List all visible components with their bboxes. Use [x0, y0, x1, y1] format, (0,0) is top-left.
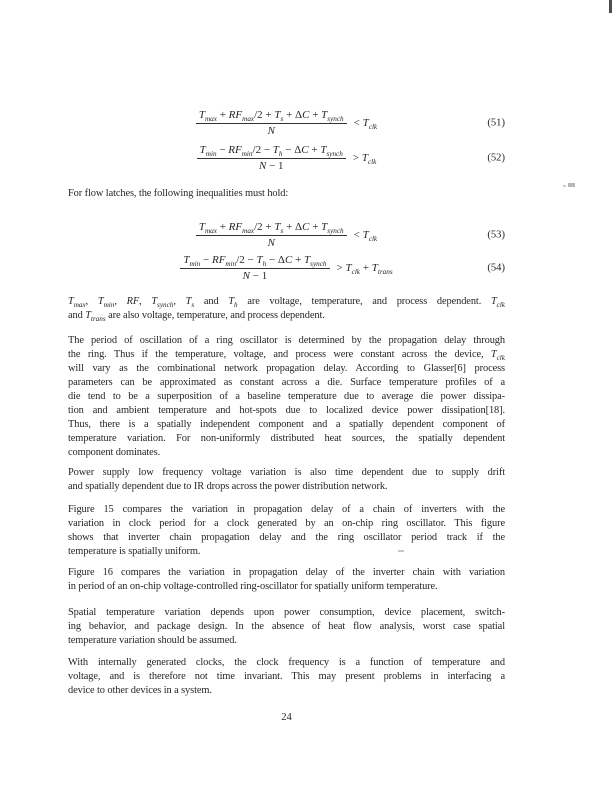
- text-line: component dominates.: [68, 447, 161, 458]
- fraction: [180, 254, 329, 283]
- paragraph-ring-oscillator: [68, 334, 505, 460]
- text-line: Power supply low frequency voltage variation is also time dependent due to supply drift: [68, 467, 505, 478]
- scan-artifact-smudge: [568, 183, 575, 187]
- equation-relation: < $T_{clk}$: [353, 117, 378, 132]
- text-line: tion and ambient temperature and hot-spots due to localized device power dissipation[18].: [68, 405, 505, 416]
- fraction-numerator: $T_{min} - RF_{min}/2 - T_h - \Delta C + T_{synch}$: [199, 143, 343, 158]
- text-line: shows that inverter chain propagation delay and the ring oscillator period track if the: [68, 532, 505, 543]
- fraction-numerator: $T_{min} - RF_{min}/2 - T_h - \Delta C + T_{synch}$: [183, 253, 327, 268]
- text-line: variation in clock period for a clock generated by an on-chip ring oscillator. This figure: [68, 518, 505, 529]
- equation-relation: > $T_{clk} + T_{trans}$: [336, 262, 393, 277]
- equation-relation: < $T_{clk}$: [353, 229, 378, 244]
- equation-number: (51): [487, 117, 505, 129]
- fraction: [196, 221, 347, 250]
- paragraph-figure-16: [68, 566, 505, 594]
- fraction-denominator: N: [196, 235, 347, 250]
- text-line: Figure 16 compares the variation in propagation delay of the inverter chain with variation: [68, 567, 505, 578]
- text-line: the ring. Thus if the temperature, voltage, and process were constant across the device, $T_{clk}$: [68, 349, 505, 363]
- equation-number: (52): [487, 152, 505, 164]
- text-line: parameters can be approximated as constant across a die. Surface temperature profiles of a: [68, 377, 505, 388]
- paragraph-internal-clocks: [68, 656, 505, 698]
- text-line: and $T_{trans}$ are also voltage, temperature, and process dependent.: [68, 310, 325, 324]
- equation-51: [68, 106, 505, 140]
- text-line: device to other devices in a system.: [68, 685, 212, 696]
- fraction-numerator: $T_{max} + RF_{max}/2 + T_s + \Delta C + T_{synch}$: [198, 220, 344, 235]
- flow-latches-intro: For flow latches, the following inequalities must hold:: [68, 188, 289, 199]
- equation-53: [68, 218, 505, 252]
- equation-52: [68, 141, 505, 175]
- text-line: temperature variation should be assumed.: [68, 635, 237, 646]
- text-line: temperature variation. For non-uniformly distributed heat sources, the spatially dependent: [68, 433, 505, 444]
- fraction-denominator: N − 1: [197, 158, 346, 173]
- fraction: [196, 109, 347, 138]
- page-number: 24: [281, 712, 292, 723]
- text-line: ing behavior, and package design. In the absence of heat flow analysis, worst case spatial: [68, 621, 505, 632]
- equation-54: [68, 251, 505, 285]
- fraction: [197, 144, 346, 173]
- text-line: Thus, there is a spatially independent component and a spatially dependent component of: [68, 419, 505, 430]
- text-line: The period of oscillation of a ring oscillator is determined by the propagation delay through: [68, 335, 505, 346]
- text-line: voltage, and is therefore not time invariant. This may present problems in interfacing a: [68, 671, 505, 682]
- scan-artifact-smudge: [563, 185, 566, 187]
- text-line: in period of an on-chip voltage-controlled ring-oscillator for spatially uniform temperature.: [68, 581, 438, 592]
- equation-number: (53): [487, 229, 505, 241]
- fraction-denominator: N − 1: [180, 268, 329, 283]
- fraction-denominator: N: [196, 123, 347, 138]
- equation-number: (54): [487, 262, 505, 274]
- paragraph-parameter-dependence: [68, 295, 505, 323]
- text-line: temperature is spatially uniform.: [68, 546, 201, 557]
- text-line: Spatial temperature variation depends upon power consumption, device placement, switch-: [68, 607, 505, 618]
- text-line: die tend to be a superposition of a baseline temperature due to average die power dissipa-: [68, 391, 505, 402]
- equation-relation: > $T_{clk}$: [352, 152, 377, 167]
- text-line: $T_{max}$, $T_{min}$, RF, $T_{synch}$, $T_s$ and $T_h$ are voltage, temperature, and process dependent. $T_{clk}$: [68, 296, 506, 310]
- text-line: will vary as the combinational network propagation delay. According to Glasser[6] process: [68, 363, 505, 374]
- paragraph-spatial-temperature: [68, 606, 505, 648]
- text-line: With internally generated clocks, the clock frequency is a function of temperature and: [68, 657, 505, 668]
- text-line: Figure 15 compares the variation in propagation delay of a chain of inverters with the: [68, 504, 505, 515]
- paragraph-power-supply: [68, 466, 505, 494]
- paragraph-figure-15: [68, 503, 505, 559]
- text-line: and spatially dependent due to IR drops across the power distribution network.: [68, 481, 388, 492]
- fraction-numerator: $T_{max} + RF_{max}/2 + T_s + \Delta C + T_{synch}$: [198, 108, 344, 123]
